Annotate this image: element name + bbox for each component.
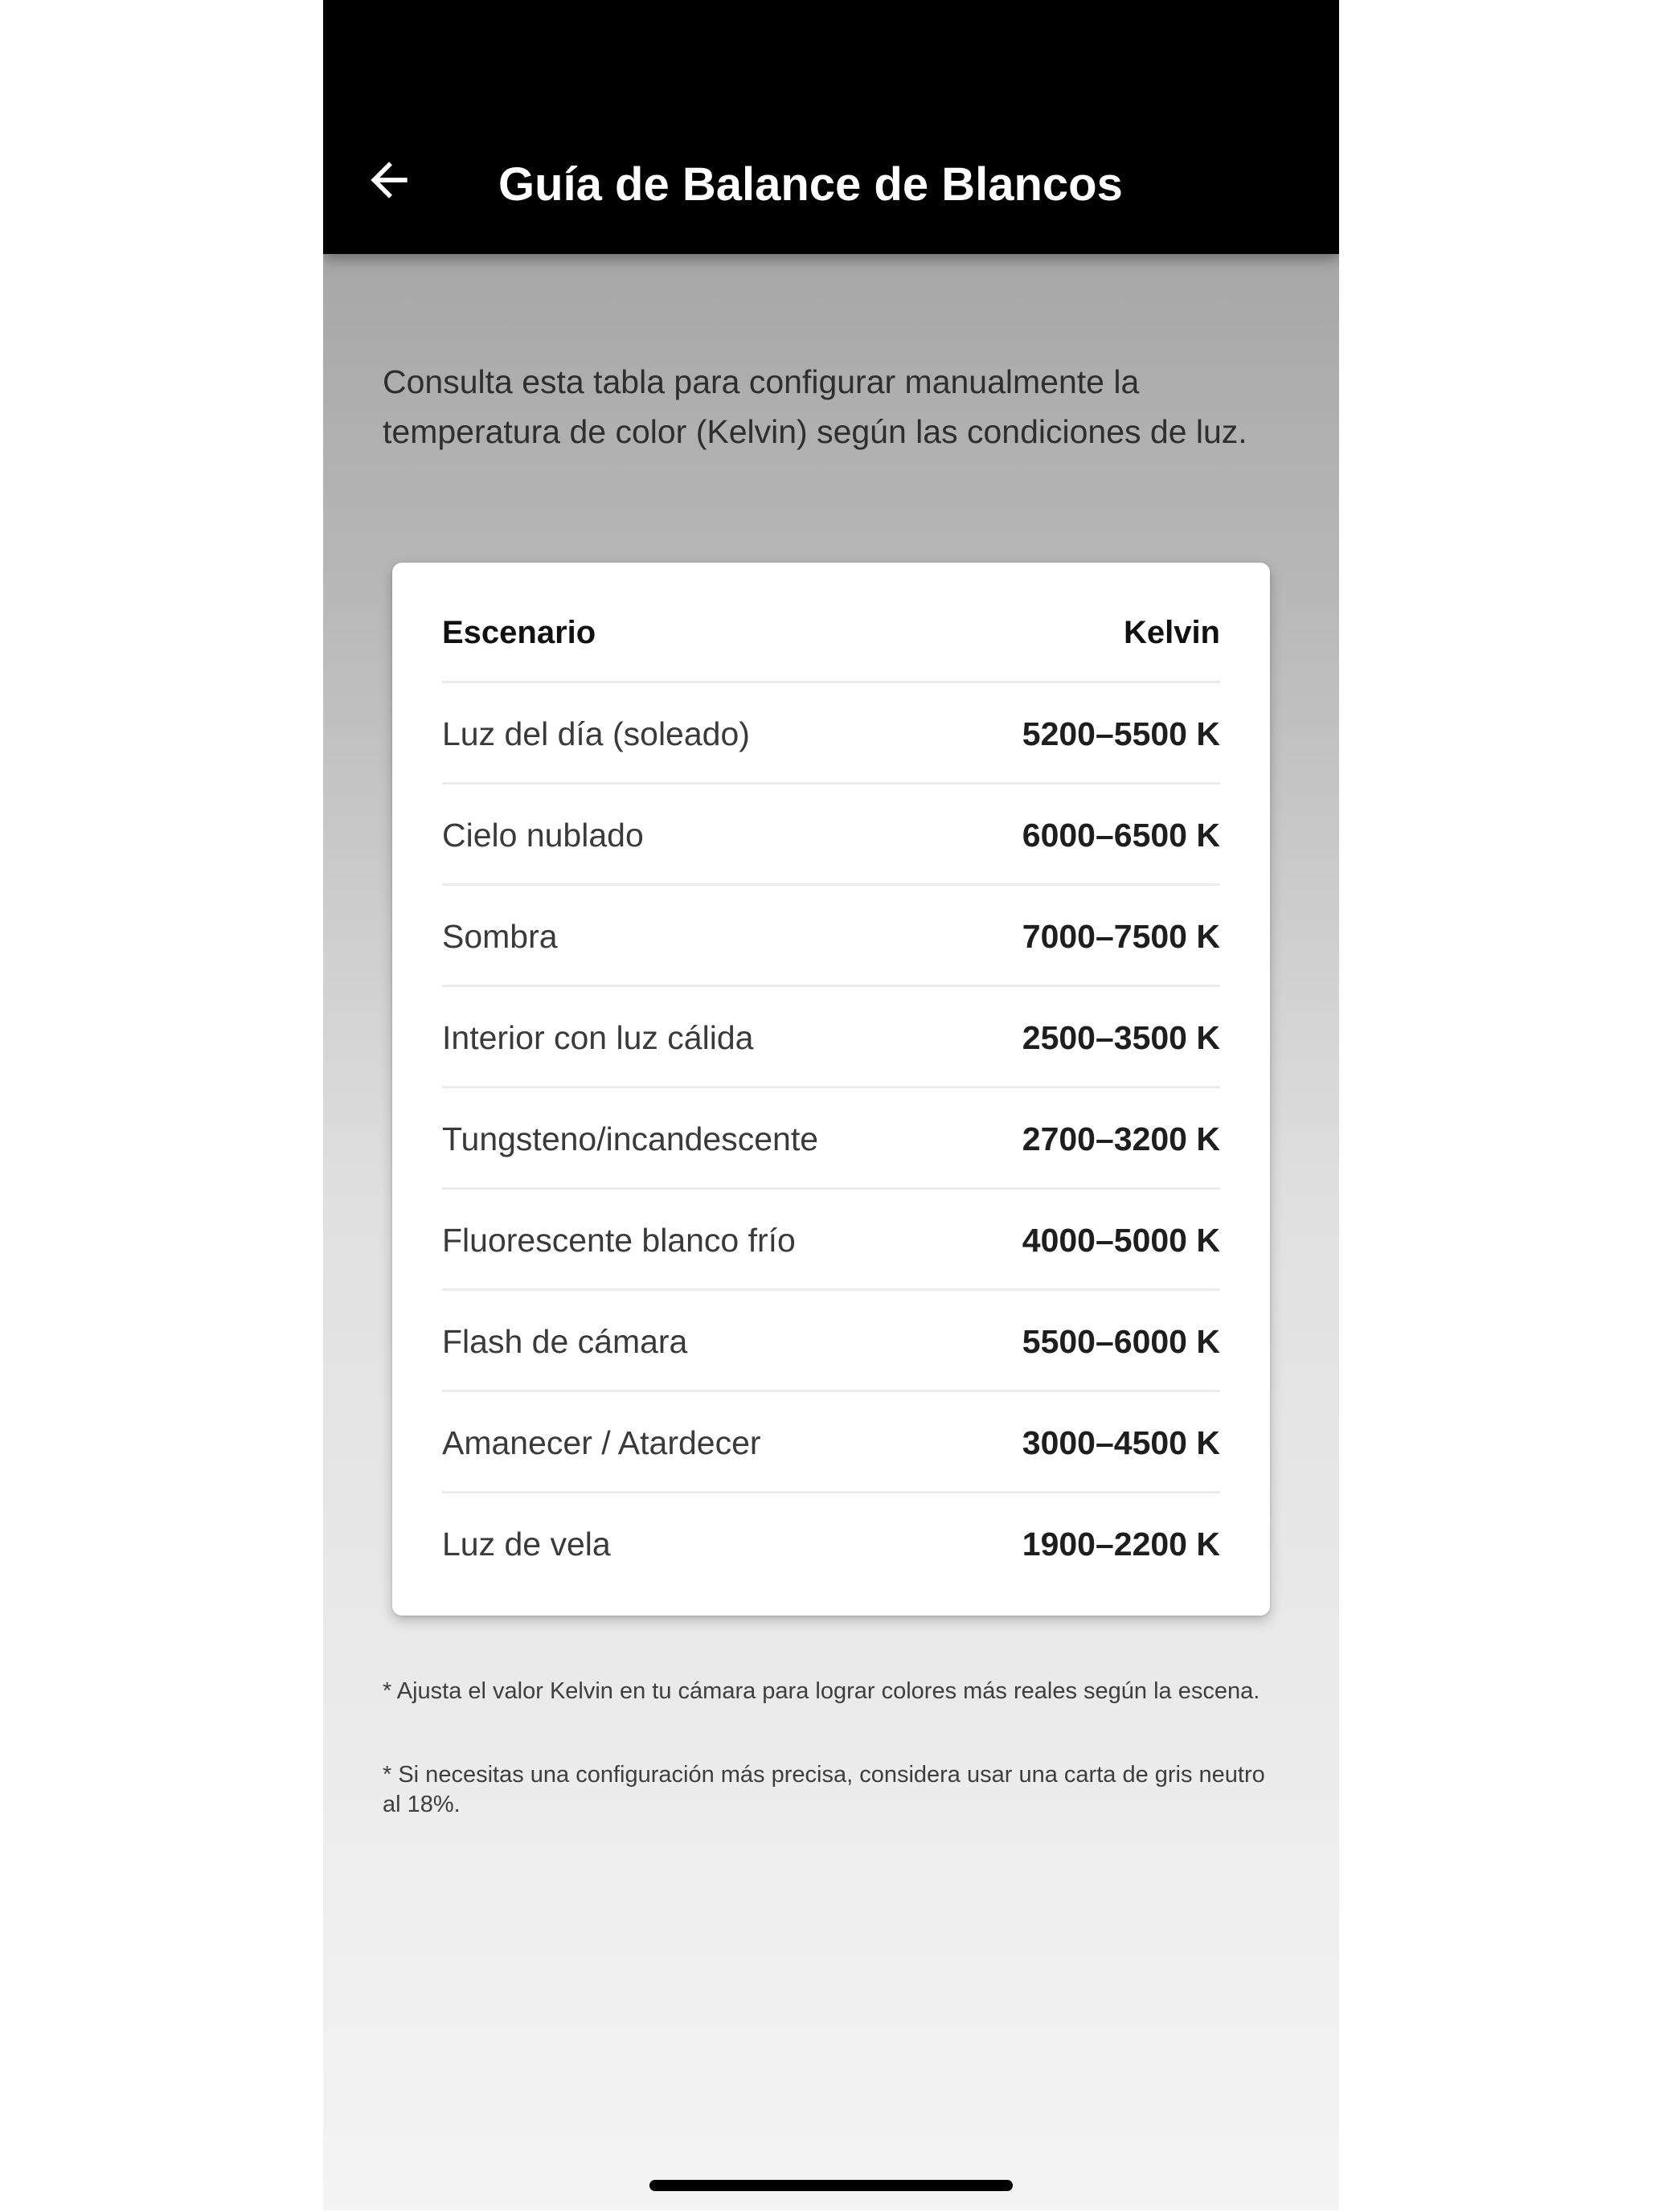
kelvin-table-card	[392, 563, 1270, 1616]
kelvin-cell: 5500–6000 K	[1022, 1323, 1220, 1360]
home-indicator[interactable]	[649, 2180, 1013, 2191]
table-row	[442, 683, 1220, 784]
back-button[interactable]	[362, 153, 416, 207]
page-title: Guía de Balance de Blancos	[498, 158, 1123, 211]
scene-cell: Interior con luz cálida	[442, 1019, 754, 1056]
footnote-gray-card: * Si necesitas una configuración más precisa, considera usar una carta de gris neutro al 18%.	[383, 1762, 1265, 1817]
scene-cell: Flash de cámara	[442, 1323, 688, 1360]
table-row	[442, 886, 1220, 987]
scene-cell: Cielo nublado	[442, 817, 644, 854]
table-row	[442, 1190, 1220, 1291]
table-row	[442, 987, 1220, 1088]
table-row	[442, 1392, 1220, 1493]
column-header-kelvin: Kelvin	[1123, 615, 1220, 650]
column-header-scene: Escenario	[442, 615, 596, 650]
app-screen	[323, 0, 1339, 2210]
scene-cell: Amanecer / Atardecer	[442, 1424, 761, 1461]
app-bar	[323, 0, 1339, 254]
kelvin-cell: 7000–7500 K	[1022, 918, 1220, 955]
kelvin-cell: 2700–3200 K	[1022, 1120, 1220, 1157]
kelvin-cell: 1900–2200 K	[1022, 1526, 1220, 1563]
scene-cell: Luz de vela	[442, 1526, 611, 1563]
kelvin-cell: 4000–5000 K	[1022, 1222, 1220, 1259]
intro-text: Consulta esta tabla para configurar manualmente la temperatura de color (Kelvin) según las condiciones de luz.	[383, 363, 1247, 450]
kelvin-cell: 5200–5500 K	[1022, 715, 1220, 752]
scene-cell: Sombra	[442, 918, 558, 955]
table-row	[442, 1291, 1220, 1392]
scene-cell: Fluorescente blanco frío	[442, 1222, 796, 1259]
table-row	[442, 1088, 1220, 1190]
scene-cell: Luz del día (soleado)	[442, 715, 750, 752]
kelvin-cell: 2500–3500 K	[1022, 1019, 1220, 1056]
kelvin-cell: 6000–6500 K	[1022, 817, 1220, 854]
arrow-left-icon	[362, 153, 416, 207]
table-header	[442, 563, 1220, 683]
table-row	[442, 784, 1220, 886]
footnote-kelvin: * Ajusta el valor Kelvin en tu cámara para lograr colores más reales según la escena.	[383, 1678, 1260, 1704]
kelvin-cell: 3000–4500 K	[1022, 1424, 1220, 1461]
scene-cell: Tungsteno/incandescente	[442, 1120, 819, 1157]
table-body	[442, 683, 1220, 1595]
table-row	[442, 1493, 1220, 1595]
